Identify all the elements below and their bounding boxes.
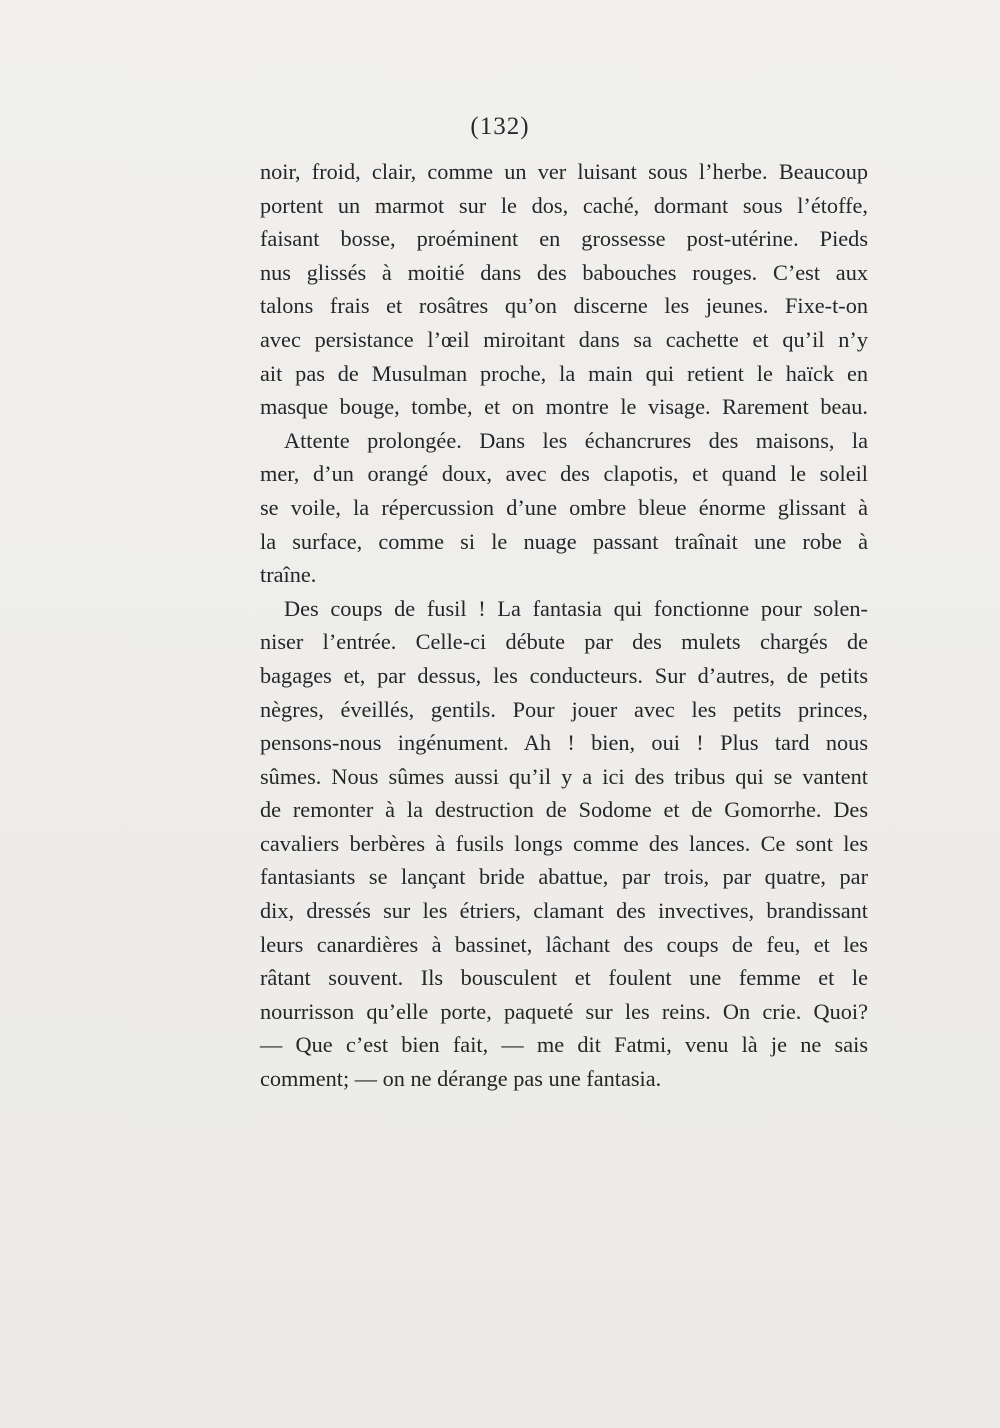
text-line: Des coups de fusil ! La fantasia qui fonctionne pour solen- [284,595,868,621]
body-text [260,155,868,1096]
text-line: pensons-nous ingénument. Ah ! bien, oui ! Plus tard nous [260,730,868,756]
text-line: se voile, la répercussion d’une ombre bleue énorme glissant à [260,494,868,520]
text-line: mer, d’un orangé doux, avec des clapotis, et quand le soleil [260,461,868,487]
text-line: avec persistance l’œil miroitant dans sa cachette et qu’il n’y [260,326,868,352]
paragraph-3 [260,592,868,1096]
text-line: dix, dressés sur les étriers, clamant des invectives, brandissant [260,898,868,924]
text-line: nourrisson qu’elle porte, paqueté sur les reins. On crie. Quoi? [260,998,868,1024]
text-line: nus glissés à moitié dans des babouches rouges. C’est aux [260,259,868,285]
text-line: ait pas de Musulman proche, la main qui retient le haïck en [260,360,868,386]
text-line: fantasiants se lançant bride abattue, par trois, par quatre, par [260,864,868,890]
text-line: de remonter à la destruction de Sodome et de Gomorrhe. Des [260,797,868,823]
paragraph-1 [260,155,868,424]
text-line: niser l’entrée. Celle-ci débute par des mulets chargés de [260,629,868,655]
text-line: — Que c’est bien fait, — me dit Fatmi, venu là je ne sais [260,1032,868,1058]
text-line: nègres, éveillés, gentils. Pour jouer avec les petits princes, [260,696,868,722]
text-line: leurs canardières à bassinet, lâchant des coups de feu, et les [260,931,868,957]
text-line: noir, froid, clair, comme un ver luisant sous l’herbe. Beaucoup [260,159,868,184]
paragraph-2 [260,424,868,592]
page-number: (132) [470,113,530,140]
text-line: cavaliers berbères à fusils longs comme des lances. Ce sont les [260,830,868,856]
text-line: traîne. [260,562,317,588]
text-line: portent un marmot sur le dos, caché, dormant sous l’étoffe, [260,192,868,218]
text-line: talons frais et rosâtres qu’on discerne les jeunes. Fixe-t-on [260,293,868,319]
text-line: faisant bosse, proéminent en grossesse post-utérine. Pieds [260,226,868,252]
text-line: la surface, comme si le nuage passant traînait une robe à [260,528,868,554]
text-line: bagages et, par dessus, les conducteurs. Sur d’autres, de petits [260,662,868,688]
text-line: râtant souvent. Ils bousculent et foulent une femme et le [260,965,868,991]
text-line: sûmes. Nous sûmes aussi qu’il y a ici des tribus qui se vantent [260,763,868,789]
text-line: masque bouge, tombe, et on montre le visage. Rarement beau. [260,394,868,420]
text-line: Attente prolongée. Dans les échancrures des maisons, la [284,427,868,453]
text-line: comment; — on ne dérange pas une fantasia. [260,1066,662,1092]
